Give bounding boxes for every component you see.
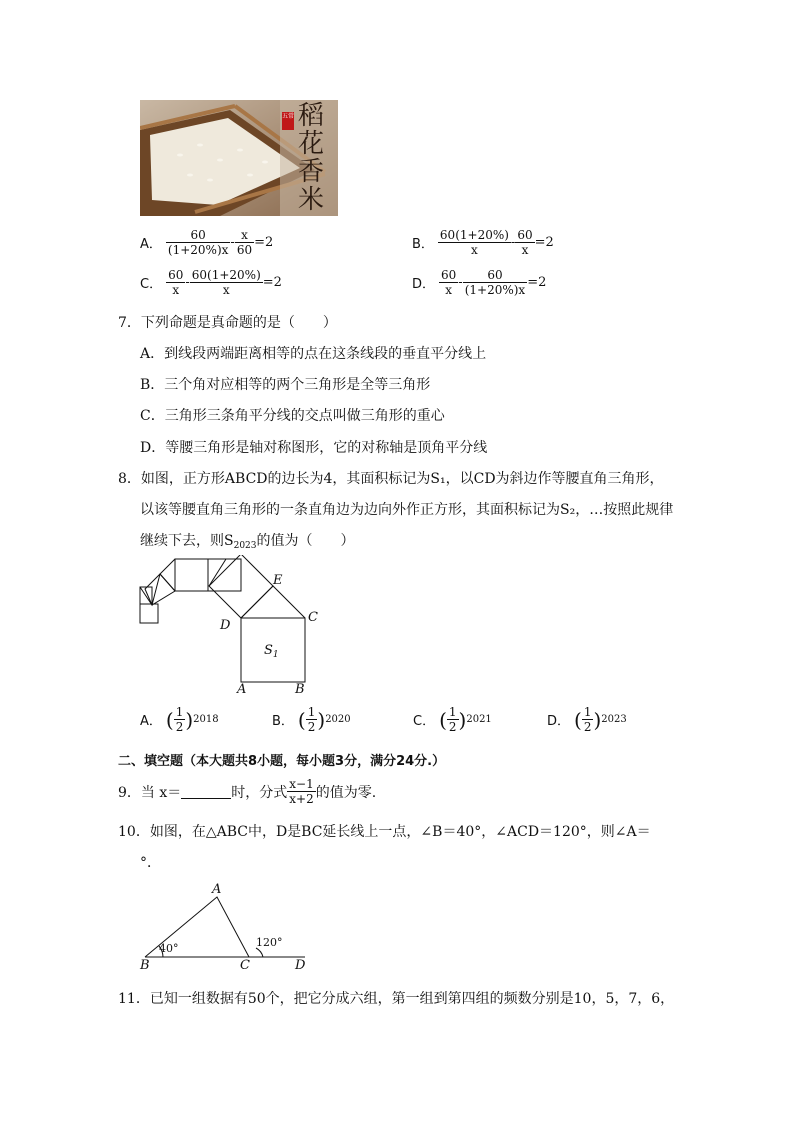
section-title: 二、填空题（本大题共8小题，每小题3分，满分24分.） [118, 754, 446, 769]
denominator: x [172, 283, 180, 297]
right-paren: ) [593, 707, 602, 732]
option-label: B． [272, 714, 294, 729]
text: 继续下去，则S [140, 533, 234, 549]
label-A: A [237, 682, 247, 697]
q6-option-a[interactable] [140, 228, 273, 257]
denominator: x [471, 243, 478, 257]
fraction [515, 228, 534, 257]
denominator: x+2 [289, 792, 314, 806]
angle-B-label: 40° [159, 942, 179, 955]
fraction [463, 268, 528, 297]
q7-option-a[interactable]: A．到线段两端距离相等的点在这条线段的垂直平分线上 [140, 346, 487, 362]
q10-line-1: 10．如图，在△ABC中，D是BC延长线上一点，∠B＝40°，∠ACD＝120°，则∠A＝ [118, 824, 651, 840]
q8-line-2: 以该等腰直角三角形的一条直角边为边向外作正方形，其面积标记为S₂，…按照此规律 [140, 502, 674, 518]
denominator: x [222, 283, 230, 297]
fraction [235, 228, 254, 257]
q8-option-c[interactable] [413, 705, 492, 734]
rhs: =2 [254, 235, 274, 250]
operator: - [510, 235, 516, 250]
text: 的值为零. [315, 784, 377, 801]
denominator: (1+20%)x [464, 283, 526, 297]
subscript: 2023 [233, 541, 257, 551]
exponent: 2018 [193, 714, 219, 725]
numerator: 60 [463, 268, 528, 283]
text: S [264, 643, 273, 658]
fraction [438, 228, 511, 257]
rhs: =2 [534, 235, 554, 250]
rhs: =2 [527, 275, 547, 290]
denominator: 2 [583, 720, 592, 734]
label-S1 [264, 643, 279, 660]
q11-line-1: 11．已知一组数据有50个，把它分成六组，第一组到第四组的频数分别是10，5，7，6， [118, 991, 675, 1007]
q6-option-c[interactable] [140, 268, 282, 297]
right-paren: ) [185, 707, 194, 732]
label-D: D [220, 618, 231, 633]
numerator: 60 [441, 268, 457, 282]
brand-stamp: 五常 [282, 112, 294, 130]
operator: - [185, 275, 190, 290]
fraction [447, 705, 459, 734]
numerator: 1 [583, 705, 592, 719]
denominator: x [521, 243, 529, 257]
numerator: 60 [166, 228, 231, 243]
calligraphy-title: 稻花香米 [298, 101, 325, 215]
option-label: D． [547, 714, 571, 729]
fraction [190, 268, 263, 297]
numerator: 60 [168, 268, 184, 282]
numerator: 60 [517, 228, 533, 242]
q8-line-3 [140, 530, 355, 551]
q8-option-d[interactable] [547, 705, 627, 734]
numerator: 60(1+20%) [191, 268, 261, 282]
q8-line-1: 8．如图，正方形ABCD的边长为4，其面积标记为S₁，以CD为斜边作等腰直角三角形， [118, 471, 664, 487]
q7-option-d[interactable]: D．等腰三角形是轴对称图形，它的对称轴是顶角平分线 [140, 440, 488, 456]
operator: - [458, 275, 463, 290]
option-label: B． [412, 237, 434, 252]
label-B: B [140, 958, 150, 973]
operator: - [230, 235, 235, 250]
fraction [582, 705, 594, 734]
label-A: A [212, 882, 222, 897]
numerator: 60(1+20%) [439, 228, 509, 242]
left-paren: ( [165, 707, 174, 732]
q6-option-d[interactable] [412, 268, 546, 297]
option-label: A． [140, 714, 162, 729]
angle-C-label: 120° [256, 936, 283, 949]
text: 的值为（ ） [256, 533, 355, 549]
denominator: x [445, 283, 453, 297]
exponent: 2020 [325, 714, 351, 725]
q8-figure [130, 555, 330, 700]
numerator: 1 [175, 705, 184, 719]
denominator: 2 [175, 720, 184, 734]
left-paren: ( [574, 707, 582, 732]
left-paren: ( [297, 707, 306, 732]
fraction [166, 268, 185, 297]
label-C: C [240, 958, 250, 973]
answer-blank[interactable] [181, 784, 231, 799]
denominator: 2 [448, 720, 457, 734]
subscript: 1 [272, 650, 279, 660]
text: 时，分式 [231, 784, 288, 801]
option-label: C． [413, 714, 436, 729]
fraction [306, 705, 318, 734]
right-paren: ) [317, 707, 326, 732]
numerator: x−1 [289, 777, 314, 791]
fraction [174, 705, 186, 734]
numerator: x [235, 228, 254, 243]
label-C: C [308, 610, 318, 625]
exponent: 2021 [466, 714, 492, 725]
q7-option-c[interactable]: C．三角形三条角平分线的交点叫做三角形的重心 [140, 408, 445, 424]
q7-stem: 7．下列命题是真命题的是（ ） [118, 315, 337, 331]
right-paren: ) [458, 707, 467, 732]
q6-option-b[interactable] [412, 228, 554, 257]
rice-photo [140, 100, 338, 216]
denominator: 60 [236, 243, 253, 257]
text: 9．当 x＝ [118, 784, 182, 801]
q8-option-b[interactable] [272, 705, 351, 734]
q8-option-a[interactable] [140, 705, 219, 734]
q9 [118, 777, 376, 806]
option-label: D． [412, 277, 436, 292]
fraction [287, 777, 315, 806]
numerator: 1 [448, 705, 457, 719]
q10-line-2: °． [140, 855, 161, 871]
option-label: A． [140, 237, 162, 252]
exponent: 2023 [601, 714, 627, 725]
numerator: 1 [307, 705, 316, 719]
fraction [439, 268, 458, 297]
denominator: (1+20%)x [167, 243, 229, 257]
rhs: =2 [262, 275, 282, 290]
left-paren: ( [439, 707, 447, 732]
label-D: D [295, 958, 306, 973]
q10-figure [135, 882, 315, 972]
fraction [166, 228, 231, 257]
label-B: B [295, 682, 305, 697]
label-E: E [273, 573, 283, 588]
denominator: 2 [307, 720, 316, 734]
option-label: C． [140, 277, 163, 292]
q7-option-b[interactable]: B．三个角对应相等的两个三角形是全等三角形 [140, 377, 431, 393]
